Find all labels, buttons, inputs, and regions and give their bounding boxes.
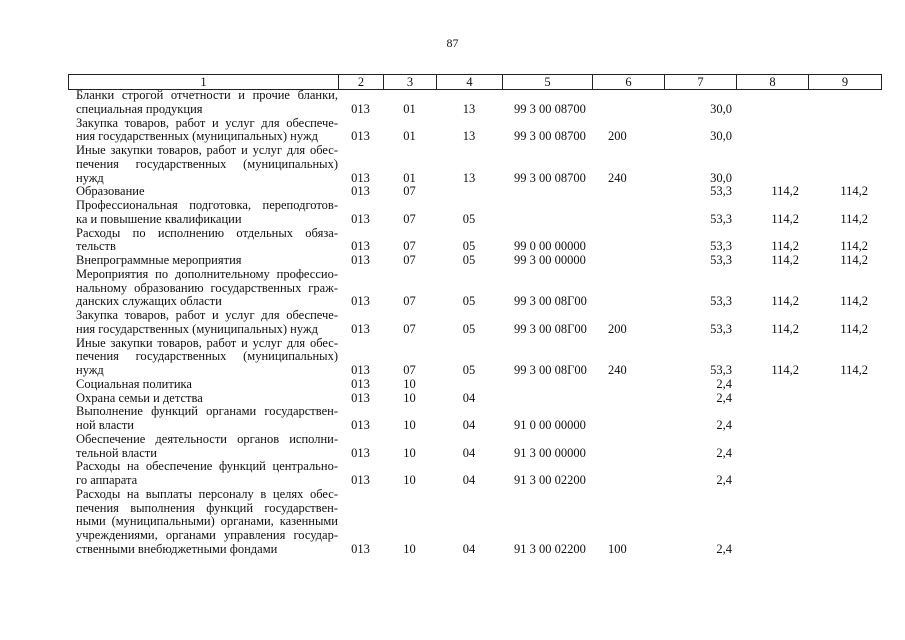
table-cell	[808, 268, 880, 309]
section-code: 07	[403, 239, 416, 254]
table-cell	[664, 199, 736, 227]
table-cell	[502, 199, 592, 227]
table-cell	[736, 392, 808, 406]
item-name-line: Образование	[76, 184, 145, 199]
table-cell	[502, 337, 592, 378]
table-row	[68, 268, 880, 309]
table-row	[68, 337, 880, 378]
table-cell	[808, 185, 880, 199]
amount-col8: 114,2	[771, 363, 799, 377]
target-article: 91 3 00 02200	[514, 541, 586, 556]
table-row	[68, 433, 880, 461]
subsection-code: 13	[462, 170, 476, 185]
item-name-line: тельной власти	[76, 445, 157, 460]
ministry-code: 013	[351, 253, 370, 267]
amount-col9: 114,2	[840, 321, 868, 336]
table-cell	[338, 268, 383, 309]
amount-col8: 114,2	[771, 239, 799, 254]
table-cell	[383, 378, 436, 392]
table-cell	[338, 185, 383, 199]
amount-col9: 114,2	[840, 294, 868, 309]
ministry-code: 013	[351, 363, 370, 377]
table-cell	[383, 227, 436, 255]
expense-type: 200	[608, 129, 627, 144]
amount-col7: 53,3	[710, 239, 732, 254]
table-cell	[664, 433, 736, 461]
table-cell	[592, 268, 664, 309]
table-cell	[736, 89, 808, 117]
item-name	[68, 488, 338, 557]
table-cell	[808, 392, 880, 406]
item-name-line: Профессиональная подготовка, переподготов-	[76, 198, 338, 212]
ministry-code: 013	[351, 541, 370, 556]
table-cell	[592, 392, 664, 406]
table-cell	[736, 227, 808, 255]
item-name-line: Обеспечение деятельности органов исполни-	[76, 431, 338, 446]
table-row	[68, 254, 880, 268]
item-name-line: ными (муниципальными) органами, казенными	[76, 514, 338, 529]
amount-col7: 53,3	[710, 363, 732, 377]
expense-type: 240	[608, 363, 627, 377]
target-article: 91 0 00 00000	[514, 418, 586, 432]
table-cell	[383, 433, 436, 461]
ministry-code: 013	[351, 211, 370, 226]
table-cell	[664, 227, 736, 255]
item-name-line: ственными внебюджетными фондами	[76, 541, 278, 556]
target-article: 91 3 00 00000	[514, 445, 586, 460]
table-cell	[808, 405, 880, 433]
table-cell	[808, 89, 880, 117]
target-article: 99 3 00 00000	[514, 253, 586, 267]
ministry-code: 013	[351, 376, 370, 391]
table-cell	[664, 405, 736, 433]
item-name	[68, 392, 338, 406]
table-cell	[664, 185, 736, 199]
table-cell	[592, 433, 664, 461]
table-cell	[808, 199, 880, 227]
table-cell	[664, 378, 736, 392]
table-cell	[338, 117, 383, 145]
table-cell	[436, 117, 502, 145]
item-name-line: Внепрограммные мероприятия	[76, 253, 242, 267]
table-cell	[502, 268, 592, 309]
table-cell	[436, 392, 502, 406]
amount-col8: 114,2	[771, 211, 799, 226]
table-row	[68, 199, 880, 227]
ministry-code: 013	[351, 129, 370, 144]
table-cell	[436, 309, 502, 337]
item-name-line: Охрана семьи и детства	[76, 390, 203, 405]
item-name-line: Мероприятия по дополнительному профессио-	[76, 266, 338, 281]
amount-col9: 114,2	[840, 239, 868, 254]
target-article: 99 3 00 08Г00	[514, 363, 587, 377]
ministry-code: 013	[351, 239, 370, 254]
item-name-line: ка и повышение квалификации	[76, 211, 242, 226]
table-cell	[436, 185, 502, 199]
table-cell	[338, 488, 383, 557]
item-name-line: Закупка товаров, работ и услуг для обеспече-	[76, 308, 338, 322]
table-cell	[736, 309, 808, 337]
section-code: 07	[403, 211, 416, 226]
header-cell: 7	[665, 75, 737, 89]
header-cell: 8	[737, 75, 809, 89]
table-cell	[808, 460, 880, 488]
header-cell: 4	[437, 75, 503, 89]
table-row	[68, 144, 880, 185]
table-cell	[592, 309, 664, 337]
table-cell	[592, 199, 664, 227]
table-cell	[383, 309, 436, 337]
item-name-line: Социальная политика	[76, 376, 192, 391]
table-cell	[736, 185, 808, 199]
table-cell	[736, 254, 808, 268]
item-name-line: ной власти	[76, 418, 134, 432]
table-cell	[383, 460, 436, 488]
item-name-line: печения государственных (муниципальных)	[76, 349, 338, 364]
table-cell	[338, 405, 383, 433]
item-name-line: нальному образованию государственных граж-	[76, 280, 338, 295]
item-name	[68, 144, 338, 185]
item-name-line: Расходы на выплаты персоналу в целях обес-	[76, 486, 338, 501]
ministry-code: 013	[351, 101, 370, 116]
item-name-line: Иные закупки товаров, работ и услуг для обес-	[76, 335, 338, 350]
table-cell	[808, 488, 880, 557]
section-code: 01	[403, 170, 416, 185]
ministry-code: 013	[351, 473, 370, 487]
expense-type: 240	[608, 170, 627, 185]
amount-col9: 114,2	[840, 253, 868, 267]
table-cell	[592, 488, 664, 557]
table-row	[68, 405, 880, 433]
section-code: 07	[403, 253, 416, 267]
item-name-line: тельств	[76, 239, 116, 254]
table-cell	[383, 254, 436, 268]
table-cell	[592, 227, 664, 255]
header-cell: 1	[69, 75, 339, 89]
item-name-line: го аппарата	[76, 473, 138, 487]
expense-type: 200	[608, 321, 627, 336]
header-cell: 5	[503, 75, 593, 89]
amount-col7: 53,3	[710, 211, 732, 226]
amount-col7: 2,4	[716, 473, 732, 487]
table-row	[68, 227, 880, 255]
subsection-code: 04	[462, 473, 476, 487]
table-cell	[502, 378, 592, 392]
table-row	[68, 309, 880, 337]
table-cell	[808, 337, 880, 378]
section-code: 07	[403, 321, 416, 336]
subsection-code: 13	[462, 101, 476, 116]
table-cell	[664, 488, 736, 557]
table-cell	[436, 254, 502, 268]
subsection-code: 05	[462, 253, 476, 267]
subsection-code: 05	[462, 239, 476, 254]
table-cell	[436, 268, 502, 309]
table-cell	[592, 117, 664, 145]
table-row	[68, 185, 880, 199]
table-cell	[436, 488, 502, 557]
section-code: 01	[403, 101, 416, 116]
expense-type: 100	[608, 541, 627, 556]
item-name-line: данских служащих области	[76, 294, 222, 309]
item-name	[68, 337, 338, 378]
budget-table	[68, 89, 880, 557]
subsection-code: 04	[462, 541, 476, 556]
ministry-code: 013	[351, 184, 370, 199]
table-cell	[338, 337, 383, 378]
table-cell	[502, 227, 592, 255]
table-cell	[436, 378, 502, 392]
item-name-line: нужд	[76, 363, 104, 377]
section-code: 10	[403, 418, 416, 432]
header-cell: 9	[841, 75, 849, 89]
table-cell	[592, 405, 664, 433]
table-cell	[502, 488, 592, 557]
table-cell	[736, 144, 808, 185]
target-article: 99 3 00 08700	[514, 129, 586, 144]
table-cell	[664, 268, 736, 309]
subsection-code: 05	[462, 294, 476, 309]
amount-col7: 2,4	[716, 418, 732, 432]
table-cell	[436, 89, 502, 117]
table-cell	[502, 185, 592, 199]
table-cell	[736, 337, 808, 378]
table-cell	[664, 309, 736, 337]
table-cell	[592, 460, 664, 488]
table-cell	[808, 227, 880, 255]
table-cell	[338, 378, 383, 392]
table-cell	[736, 405, 808, 433]
table-cell	[502, 392, 592, 406]
table-cell	[736, 378, 808, 392]
table-cell	[592, 89, 664, 117]
amount-col7: 53,3	[710, 253, 732, 267]
section-code: 10	[403, 473, 416, 487]
table-cell	[502, 117, 592, 145]
table-cell	[592, 144, 664, 185]
subsection-code: 05	[462, 211, 476, 226]
table-cell	[383, 199, 436, 227]
amount-col7: 30,0	[710, 170, 732, 185]
subsection-code: 04	[462, 390, 476, 405]
table-cell	[736, 460, 808, 488]
table-cell	[736, 199, 808, 227]
table-cell	[383, 144, 436, 185]
table-row	[68, 392, 880, 406]
table-cell	[383, 185, 436, 199]
table-cell	[808, 433, 880, 461]
item-name-line: Бланки строгой отчетности и прочие бланки,	[76, 88, 338, 102]
table-cell	[592, 254, 664, 268]
amount-col9: 114,2	[840, 184, 868, 199]
table-cell	[592, 185, 664, 199]
table-cell	[664, 117, 736, 145]
table-cell	[502, 460, 592, 488]
table-cell	[338, 89, 383, 117]
item-name	[68, 254, 338, 268]
item-name-line: Иные закупки товаров, работ и услуг для обес-	[76, 143, 338, 157]
amount-col8: 114,2	[771, 321, 799, 336]
item-name	[68, 433, 338, 461]
table-cell	[736, 488, 808, 557]
item-name	[68, 460, 338, 488]
table-cell	[736, 433, 808, 461]
item-name-line: Закупка товаров, работ и услуг для обеспече-	[76, 115, 338, 130]
table-cell	[436, 433, 502, 461]
section-code: 07	[403, 363, 416, 377]
amount-col8: 114,2	[771, 294, 799, 309]
table-row	[68, 488, 880, 557]
target-article: 91 3 00 02200	[514, 473, 586, 487]
ministry-code: 013	[351, 390, 370, 405]
item-name-line: Расходы на обеспечение функций центрально-	[76, 459, 338, 474]
item-name-line: печения выполнения функций государствен-	[76, 500, 338, 515]
item-name-line: ния государственных (муниципальных) нужд	[76, 129, 318, 144]
table-cell	[436, 405, 502, 433]
ministry-code: 013	[351, 294, 370, 309]
table-cell	[436, 337, 502, 378]
target-article: 99 3 00 08Г00	[514, 294, 587, 309]
table-cell	[502, 89, 592, 117]
item-name-line: ния государственных (муниципальных) нужд	[76, 321, 318, 336]
ministry-code: 013	[351, 170, 370, 185]
table-cell	[592, 337, 664, 378]
table-cell	[383, 405, 436, 433]
target-article: 99 3 00 08Г00	[514, 321, 587, 336]
table-cell	[808, 378, 880, 392]
item-name	[68, 227, 338, 255]
header-cell: 2	[339, 75, 384, 89]
section-code: 10	[403, 541, 416, 556]
header-cell: 6	[593, 75, 665, 89]
ministry-code: 013	[351, 418, 370, 432]
ministry-code: 013	[351, 321, 370, 336]
subsection-code: 05	[462, 363, 476, 377]
item-name	[68, 199, 338, 227]
table-cell	[436, 199, 502, 227]
table-row	[68, 378, 880, 392]
section-code: 01	[403, 129, 416, 144]
item-name-line: учреждениями, органами управления государ-	[76, 528, 338, 542]
item-name	[68, 89, 338, 117]
table-cell	[736, 268, 808, 309]
table-cell	[338, 254, 383, 268]
item-name-line: Выполнение функций органами государствен-	[76, 404, 338, 419]
table-cell	[338, 227, 383, 255]
table-cell	[664, 460, 736, 488]
page-number: 87	[446, 36, 459, 50]
amount-col7: 53,3	[710, 184, 732, 199]
table-cell	[338, 144, 383, 185]
section-code: 10	[403, 376, 416, 391]
item-name	[68, 268, 338, 309]
subsection-code: 04	[462, 445, 476, 460]
table-cell	[436, 144, 502, 185]
item-name	[68, 405, 338, 433]
table-cell	[664, 144, 736, 185]
target-article: 99 0 00 00000	[514, 239, 586, 254]
section-code: 07	[403, 294, 416, 309]
section-code: 10	[403, 390, 416, 405]
amount-col7: 53,3	[710, 294, 732, 309]
table-cell	[736, 117, 808, 145]
subsection-code: 13	[462, 129, 476, 144]
table-cell	[383, 117, 436, 145]
item-name-line: нужд	[76, 170, 104, 185]
amount-col7: 30,0	[710, 101, 732, 116]
item-name	[68, 378, 338, 392]
ministry-code: 013	[351, 445, 370, 460]
table-cell	[383, 268, 436, 309]
table-cell	[808, 309, 880, 337]
table-cell	[502, 405, 592, 433]
amount-col9: 114,2	[840, 211, 868, 226]
table-cell	[338, 433, 383, 461]
header-cell: 3	[384, 75, 437, 89]
table-cell	[338, 460, 383, 488]
table-cell	[502, 309, 592, 337]
amount-col7: 2,4	[716, 541, 732, 556]
amount-col7: 2,4	[716, 445, 732, 460]
amount-col8: 114,2	[771, 253, 799, 267]
amount-col8: 114,2	[771, 184, 799, 199]
table-cell	[664, 392, 736, 406]
amount-col7: 2,4	[716, 376, 732, 391]
table-cell	[383, 392, 436, 406]
item-name	[68, 117, 338, 145]
amount-col7: 2,4	[716, 390, 732, 405]
table-cell	[664, 337, 736, 378]
section-code: 10	[403, 445, 416, 460]
table-cell	[383, 488, 436, 557]
table-cell	[436, 227, 502, 255]
subsection-code: 05	[462, 321, 476, 336]
section-code: 07	[403, 184, 416, 199]
table-cell	[808, 117, 880, 145]
table-cell	[592, 378, 664, 392]
table-cell	[808, 254, 880, 268]
target-article: 99 3 00 08700	[514, 170, 586, 185]
table-row	[68, 89, 880, 117]
item-name-line: печения государственных (муниципальных)	[76, 156, 338, 171]
item-name	[68, 309, 338, 337]
table-cell	[502, 433, 592, 461]
table-cell	[338, 392, 383, 406]
item-name-line: специальная продукция	[76, 101, 203, 116]
table-cell	[436, 460, 502, 488]
item-name-line: Расходы по исполнению отдельных обяза-	[76, 225, 338, 240]
amount-col7: 53,3	[710, 321, 732, 336]
table-cell	[664, 89, 736, 117]
item-name	[68, 185, 338, 199]
table-row	[68, 117, 880, 145]
target-article: 99 3 00 08700	[514, 101, 586, 116]
table-cell	[383, 89, 436, 117]
table-cell	[502, 254, 592, 268]
table-row	[68, 460, 880, 488]
amount-col7: 30,0	[710, 129, 732, 144]
table-cell	[383, 337, 436, 378]
amount-col9: 114,2	[840, 363, 868, 377]
table-cell	[338, 199, 383, 227]
subsection-code: 04	[462, 418, 476, 432]
table-cell	[664, 254, 736, 268]
table-cell	[808, 144, 880, 185]
table-cell	[502, 144, 592, 185]
table-cell	[338, 309, 383, 337]
